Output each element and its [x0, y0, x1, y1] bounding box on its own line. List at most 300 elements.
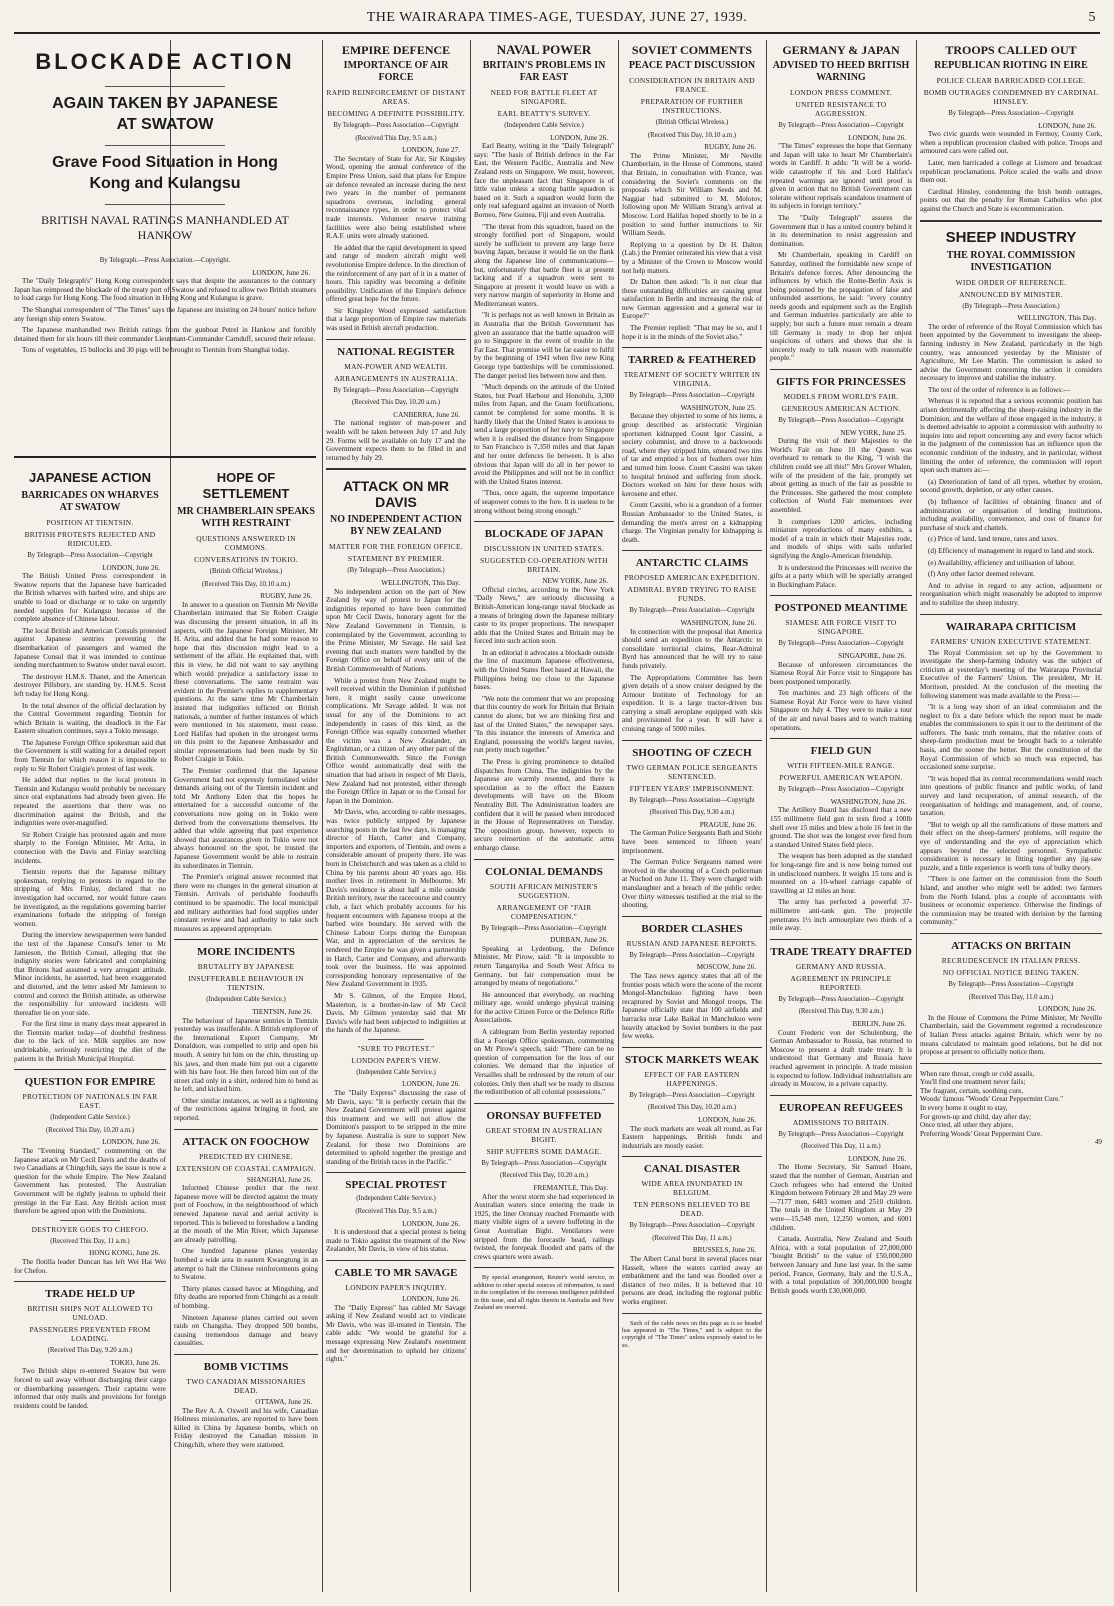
page-number: 5 [1088, 10, 1096, 25]
subhead: SIAMESE AIR FORCE VISIT TO SINGAPORE. [785, 618, 897, 637]
dateline: WELLINGTON, This Day. [381, 579, 460, 587]
paragraph: The Prime Minister, Mr Neville Chamberlain, in the House of Commons, stated that Britain, in consultation with France, was considering the Soviet's comments on the proposals which Sir William Seeds and M. Naggiar had submitted to M. Molotov, following upon Mr William Strang's arrival at Moscow. Lord Halifax hoped shortly to be in a position to send further instructions to Sir William Seeds. [622, 151, 762, 238]
byline: (Independent Cable Service.) [206, 996, 286, 1004]
subhead: REPUBLICAN RIOTING IN EIRE [934, 60, 1088, 71]
dateline: HONG KONG, June 26. [89, 1249, 160, 1258]
received: (Received This Day, 9.30 a.m.) [798, 1008, 884, 1016]
byline: By Telegraph—Press Association—Copyright [629, 392, 755, 400]
subhead: PREPARATION OF FURTHER INSTRUCTIONS. [640, 97, 744, 115]
paragraph: A cablegram from Berlin yesterday reported that a Foreign Office spokesman, commenting on Mr Pirow's speech, said: "There can be no question of compensation for the loss of our colonies. We demand that the injustice of Versailles shall be redressed by the return of our colonies. Only then shall we be ready to discuss the redistribution of all colonial possessions." [474, 1028, 614, 1097]
paragraph: Two British ships re-entered Swatow but were forced to sail away without discharging their cargo or disembarking passengers. Their captains were informed that only mails and provisions for foreign residents could be landed. [14, 1367, 166, 1410]
masthead-title: THE WAIRARAPA TIMES-AGE, TUESDAY, JUNE 27, 1939. [366, 10, 748, 25]
dateline: TIENTSIN, June 26. [252, 1007, 312, 1016]
dateline: LONDON, June 26. [402, 1219, 460, 1228]
subhead: WIDE AREA INUNDATED IN BELGIUM. [641, 1179, 743, 1198]
advert-line: When rare throat, cough or cold assails, [920, 1069, 1035, 1078]
headline-national-register: NATIONAL REGISTER [337, 345, 455, 358]
received: (Received This Day, 9.20 a.m.) [47, 1347, 133, 1355]
headline-troops-called-out: TROOPS CALLED OUT [945, 43, 1077, 57]
paragraph: The text of the order of reference is as follows:— [928, 385, 1071, 394]
dateline: SHANGHAI, June 26. [246, 1175, 312, 1184]
paragraph: "But to weigh up all the ramifications of these matters and their effect on the sheep-farmers' problems, will require the eye of understanding and the eye of appreciation which appears beyond the selected personnel. Sympathetic consideration is necessary in fitting together any jig-saw puzzle, and a little experience is worth tons of bulky theory. [920, 820, 1102, 872]
subhead: ARRANGEMENT OF "FAIR COMPENSATION." [496, 902, 592, 921]
paragraph: The German Police Sergeants named were involved in the shooting of a Czech policeman at Nuchod on June 11. They were charged with manslaughter and a breach of the public order. Over thirty witnesses testified at the trial to the shooting. [622, 858, 762, 910]
subhead: LONDON PAPER'S VIEW. [351, 1055, 441, 1065]
received: (Received This Day, 11 a.m.) [652, 1234, 732, 1242]
received: (Received This Day, 9.5 a.m.) [355, 1208, 437, 1215]
paragraph: The Rev A. A. Oxwell and his wife, Canadian Holiness missionaries, are reported to have been killed in China by Japanese bombs, which on Friday destroyed the Canadian mission in Chingchih, where they were stationed. [174, 1406, 318, 1449]
headline-attack-on-foochow: ATTACK ON FOOCHOW [182, 1135, 310, 1148]
paragraph: He added that the rapid development in speed and range of modern aircraft might well revolutionise Empire defence. In the direction of the reinforcement of any part of it in a matter of hours. This rapidity was becoming a definite possibility. Unification of the Empire's defence offered great hope for the future. [326, 243, 466, 304]
paragraph: "Much depends on the attitude of the United States, but Pearl Harbour and Honolulu, 3,300 miles from Japan, and the Guam fortifications, cannot be completed for some months. It is hardly likely that the United States is anxious to send a large proportion of her navy to Singapore when it is realised the distance from Singapore to San Francisco is 7,350 miles and that Japan and her outer defences lie between. It is also obvious that Japan will do all in her power to avoid the Philippines and will not be in conflict with the United States interest. [474, 383, 614, 486]
paragraph: Replying to a question by Dr H. Dalton (Lab.) the Premier reiterated his view that a visit by a Minister of the Crown to Moscow would not help matters. [622, 240, 762, 275]
paragraph: Tons of vegetables, 15 bullocks and 30 pigs will be brought to Tientsin from Shanghai today. [22, 346, 290, 355]
paragraph: Ten machines and 23 high officers of the Siamese Royal Air Force were to have visited Singapore on July 4. They were to make a tour of the air and naval bases and to watch training operations. [770, 689, 912, 732]
paragraph: (e) Availability, efficiency and utilisation of labour. [928, 558, 1075, 567]
paragraph: (b) Influence of facilities of obtaining finance and of administration or organisation of lending institutions, including availability, convenience, and cost of finance for purchase of stock and chattels. [920, 498, 1102, 532]
paragraph: (a) Deterioration of land of all types, whether by erosion, second growth, depletion, or any other causes. [920, 477, 1102, 495]
paragraph: The Premier replied: "That may be so, and I hope it is in the minds of the Soviet also." [622, 324, 762, 341]
subhead: PASSENGERS PREVENTED FROM LOADING. [29, 1325, 151, 1344]
dateline: LONDON, June 26. [1038, 121, 1096, 130]
headline-trade-treaty-drafted: TRADE TREATY DRAFTED [770, 945, 912, 958]
paragraph: The flotilla leader Duncan has left Wei Hai Wei for Chefoo. [14, 1257, 166, 1275]
paragraph: The stock markets are weak all round, as Far Eastern happenings, British funds and industrials are mostly easier. [622, 1124, 762, 1150]
masthead [14, 6, 1100, 34]
subhead: TREATMENT OF SOCIETY WRITER IN VIRGINIA. [623, 370, 761, 389]
subhead: EARL BEATTY'S SURVEY. [497, 109, 591, 118]
paragraph: The Royal Commission set up by the Government to investigate the sheep-farming industry was the subject of criticism at yesterday's meeting of the Wairarapa Provincial Executive of the Farmers' Union. The president, Mr H. Morrison, presided. At the conclusion of the meeting the following statement was made available to the Press:— [920, 648, 1102, 700]
paragraph: "The Times" expresses the hope that Germany and Japan will take to heart Mr Chamberlain's words in Cardiff. It adds: "It will be a world-wide catastrophe if his and Lord Halifax's repeated warnings are ignored until proof is given in action that no British Government can tolerate without reprisals scandalous treatment of its subjects in foreign territory." [770, 142, 912, 211]
byline: By Telegraph—Press Association—Copyright [778, 1130, 904, 1138]
headline-shooting-of-czech: SHOOTING OF CZECH [632, 746, 752, 759]
paragraph: Cardinal Hinsley, condemning the Irish bomb outrages, points out that the penalty for Roman Catholics who plot against the Church and State is excommunication. [920, 187, 1102, 213]
received: (Received This Day, 11.0 a.m.) [968, 993, 1054, 1001]
advert-number: 49 [1094, 1138, 1102, 1147]
byline: By Telegraph—Press Association—Copyright [481, 1159, 607, 1167]
byline: By Telegraph—Press Association—Copyright [629, 796, 755, 804]
advert-line: In every home it ought to stay, [920, 1104, 1008, 1113]
subhead: WITH FIFTEEN-MILE RANGE. [787, 761, 895, 771]
subhead: RAPID REINFORCEMENT OF DISTANT AREAS. [326, 88, 466, 106]
paragraph: Canada, Australia, New Zealand and South Africa, with a total population of 27,000,000 "bought British" to the value of £50,000,000 between January and June last year. In the same period, France, Germany, Italy and the U.S.A., with a total population of 300,000,000 bought British goods worth £30,000,000. [770, 1235, 912, 1295]
byline: By Telegraph—Press Association—Copyright [778, 995, 904, 1003]
subhead: AGREEMENT IN PRINCIPLE REPORTED. [790, 973, 892, 992]
dateline: LONDON, June 26. [402, 1080, 460, 1089]
subhead: ADVISED TO HEED BRITISH WARNING [772, 60, 910, 83]
paragraph: Earl Beatty, writing in the "Daily Telegraph" says: "The basis of British defence in the Far East, the Western Pacific, Australia and New Zealand rests on Singapore. We must, however, face the unpleasant fact that Singapore is of little value unless a strong battle squadron is based on it. Such a squadron would form the only real safeguard against an invasion of North Borneo, New Guinea, Fiji and even Australia. [474, 142, 614, 219]
paragraph: The weapon has been adopted as the standard for long-range fire and is now being turned out in undisclosed numbers. It weighs 15 tons and is mounted on a 10-wheel carriage capable of travelling at 12 miles an hour. [770, 852, 912, 895]
paragraph: During the interview newspapermen were handed the text of the Japanese Consul's letter to Mr Jamieson, the British Consul, alleging that the indignity stories were fabricated and complaining that Britons had assumed a very arrogant attitude. Minor incidents, he asserted, had been exaggerated and distorted, and the letter asked Mr Jamieson to control and correct the British attitude, as otherwise the responsibility for untoward incidents will thereafter lie on your side. [14, 931, 166, 1017]
headline-canal-disaster: CANAL DISASTER [643, 1163, 741, 1176]
paragraph: (f) Any other factor deemed relevant. [928, 570, 1035, 579]
dateline: LONDON, June 26. [1038, 1005, 1096, 1014]
subhead: EFFECT OF FAR EASTERN HAPPENINGS. [644, 1069, 740, 1088]
subhead: BOMB OUTRAGES CONDEMNED BY CARDINAL HINSLEY. [923, 88, 1099, 106]
paragraph: No independent action on the part of New Zealand by way of protest to Japan for the indignities reported to have been committed upon Mr Cecil Davis, honorary agent for the New Zealand Government in Tientsin, is contemplated by the Government, according to the Prime Minister, Mr Savage. He said last evening that such matters were handled by the Foreign Office on behalf of every unit of the British Commonwealth of Nations. [326, 587, 466, 673]
subhead: TWO CANADIAN MISSIONARIES DEAD. [186, 1376, 306, 1395]
headline-bomb-victims: BOMB VICTIMS [203, 1360, 289, 1373]
paragraph: "The threat from this squadron, based on the strongly fortified port of Singapore, would surely be sufficient to prevent any large force leaving Japan, because it would lie on the flank along the Japanese line of communications—but, unfortunately that battle fleet is at present lacking and if a squadron were sent to Singapore at present it would leave us with a very narrow margin of superiority in Home and Mediterranean waters. [474, 222, 614, 308]
paragraph: Mr Davis, who, according to cable messages, was twice publicly stripped by Japanese searching posts in the last few days, is managing director of Hatch, Carter and Company, importers and exporters, of Tientsin, and owns a considerable amount of property there. He was born in Christchurch and was taken as a child to China by his parents about 40 years ago. His mother lives in retirement in Melbourne. Mr Davis's residence is about half a mile outside British territory, near the racecourse and country club, a fact which probably accounts for his frequent encounters with Japanese troops at the barbed wire boundary. He served with the Chinese Labour Corps during the European War, and in appreciation of the services he rendered the Empire he was given a partnership in Hatch, Carter and Company, and afterwards took over the business. He was appointed corresponding honorary representative of the New Zealand Government in 1935. [326, 808, 466, 989]
paragraph: Nineteen Japanese planes carried out seven raids on Changsha. They dropped 500 bombs, causing tremendous damage and heavy casualties. [174, 1313, 318, 1348]
advert-line: Once tried, all other they abjure, [920, 1121, 1014, 1130]
dateline: SINGAPORE, June 26. [838, 651, 906, 660]
headline-oronsay-buffeted: ORONSAY BUFFETED [486, 1109, 602, 1122]
column-1 [14, 462, 166, 1592]
footnote: Such of the cable news on this page as is so headed has appeared in "The Times," and is subject to the copyright of "The Times" unless expressly stated to be so. [622, 1319, 762, 1349]
subhead: PEACE PACT DISCUSSION [628, 60, 756, 71]
subhead: BRITISH SHIPS NOT ALLOWED TO UNLOAD. [27, 1304, 153, 1323]
subhead: CONSIDERATION IN BRITAIN AND FRANCE. [629, 76, 755, 94]
paragraph: The "Daily Express" discussing the case of Mr Davis, says: "It is perfectly certain that the New Zealand Government will protest against this treatment and we will not allow the Dominion's passport to be stripped in the mire by Japanese. Australia is sure to support New Zealand, for those two Dominions are determined to uphold together the prestige and standing of the British races in the Pacific." [326, 1089, 466, 1166]
advert-line: Woods' famous "Woods' Great Peppermint Cure." [920, 1095, 1064, 1104]
byline: By Telegraph—Press Association—Copyright [629, 1091, 755, 1099]
subhead: FARMERS' UNION EXECUTIVE STATEMENT. [930, 636, 1092, 646]
paragraph: Because of unforeseen circumstances the Siamese Royal Air Force visit to Singapore has been postponed temporarily. [770, 660, 912, 686]
subhead: DISCUSSION IN UNITED STATES. [483, 544, 605, 554]
subhead: MODELS FROM WORLD'S FAIR. [783, 392, 899, 402]
byline: (British Official Wireless.) [209, 568, 283, 575]
dateline: LONDON, June 26. [848, 133, 906, 142]
subhead: GREAT STORM IN AUSTRALIAN BIGHT. [485, 1125, 603, 1144]
byline: By Telegraph.—Press Association.—Copyright. [99, 257, 231, 264]
dateline: BRUSSELS, June 26. [692, 1246, 756, 1255]
paragraph: (c) Price of land, land tenure, rates and taxes. [928, 535, 1058, 544]
headline-hope-of-settlement: HOPE OF SETTLEMENT [202, 470, 290, 501]
byline: By Telegraph—Press Association—Copyright [948, 980, 1074, 988]
paragraph: He added that replies to the local protests in Tientsin and Kulangsu would probably be necessary since oral explanations had already been given. He repeated the assertions that there was no discrimination against the British, and the indignities were over-magnified. [14, 776, 166, 828]
paragraph: "It is perhaps not as well known in Britain as in Australia that the British Government has given an assurance that the battle squadron will go to Singapore in the event of trouble in the Far East. That promise will be far easier to fulfil by the beginning of 1941 when five new King George type battleships will be commissioned. The danger period lies between now and then. [474, 311, 614, 380]
paragraph: The national register of man-power and wealth will be taken between July 17 and July 29. Forms will be available on July 17 and the Government expects them to be filled in and returned by July 29. [326, 419, 466, 462]
byline: (British Official Wireless.) [655, 119, 729, 126]
paragraph: (d) Efficiency of management in regard to land and stock. [928, 546, 1095, 555]
dateline: WASHINGTON, June 25. [680, 403, 756, 412]
byline: (Independent Cable Service.) [356, 1195, 436, 1203]
paragraph: "There is one farmer on the commission from the South Island, and another who might well be added: two farmers from the North Island, plus a couple of accountants with business or economic experience. Otherwise the findings of the commission may be treated with derision by the farming community." [920, 875, 1102, 927]
paragraph: After the worst storm she had experienced in Australian waters since entering the trade in 1925, the liner Oronsay reached Fremantle with many visible signs of a severe buffeting in the Great Australian Bight. Ventilators were stripped from the forecastle head, railings twisted, the forepeak flooded and parts of the crews quarters were awash. [474, 1192, 614, 1261]
paragraph: The destroyer H.M.S. Thanet, and the American destroyer Pillsbury, are standing by. H.M.S. Scout left today for Hong Kong. [14, 672, 166, 698]
paragraph: While a protest from New Zealand might be well received within the Dominion if published here, it might easily cause unwelcome complications. Mr Savage added. It was not usual for any of the Dominions to act independently in cases of this kind, as the Foreign Office was equally concerned whether the victim was a New Zealander, an Englishman, or a citizen of any other part of the British Commonwealth. Since the Foreign Office would automatically deal with the situation that had arisen in respect of Mr Davis, New Zealand had not protested, either through the Foreign Office in Japan or to the Consul for Japan in the Dominion. [326, 676, 466, 805]
subhead: NEED FOR BATTLE FLEET AT SINGAPORE. [490, 88, 598, 106]
subhead: WIDE ORDER OF REFERENCE. [955, 277, 1067, 287]
dateline: CANBERRA, June 26. [393, 410, 460, 419]
dateline: OTTAWA, June 26. [255, 1397, 312, 1406]
subhead: POWERFUL AMERICAN WEAPON. [779, 773, 903, 783]
paragraph: It comprises 1200 articles, including miniature reproductions of many exhibits, a model of a train in which their Majesties rode, and models of ships with sails unfurled signifying the Anglo-American friendship. [770, 517, 912, 560]
byline: By Telegraph—Press Association—Copyright [778, 122, 904, 129]
byline: By Telegraph—Press Association—Copyright [629, 1222, 755, 1230]
paragraph: Two civic guards were wounded in Fermoy, County Cork, when a republican procession clashed with police. Troops and armoured cars were called out. [920, 130, 1102, 156]
paragraph: The German Police Sergeants Bath and Stiehr have been sentenced to fifteen years' imprisonment. [622, 829, 762, 855]
dateline: RUGBY, June 26. [260, 592, 312, 601]
subhead: NO INDEPENDENT ACTION BY NEW ZEALAND [329, 514, 463, 538]
paragraph: "It is a long way short of an ideal commission and the neglect to fix a date before which the report must be made enables the commissioners to spin it out to the detriment of the sufferers. The basic truth remains, that the relative costs of sheep-farm production must be brought back to a tolerable basis, and the sooner the better. But the constitution of the Royal Commission of which so much was expected, has occasioned some surprise. [920, 703, 1102, 772]
dateline: TOKIO, June 26. [110, 1358, 160, 1367]
subhead: UNITED RESISTANCE TO AGGRESSION. [795, 100, 887, 118]
subhead: NO OFFICIAL NOTICE BEING TAKEN. [942, 967, 1080, 977]
subhead: GENEROUS AMERICAN ACTION. [781, 404, 901, 414]
received: (Received This Day, 11 a.m.) [801, 1143, 881, 1151]
subhead: LONDON PRESS COMMENT. [789, 88, 893, 97]
column-7 [920, 40, 1102, 1592]
headline-attack-on-mr-davis: ATTACK ON MR DAVIS [342, 478, 450, 511]
dateline: LONDON, June 26. [252, 268, 310, 277]
paragraph: Speaking at Lydenburg, the Defence Minister, Mr Pirow, said: "It is impossible to return Tanganyika and South West Africa to Germany, but fair compensation must be arranged by means of negotiations." [474, 944, 614, 988]
paragraph: The Press is giving prominence to detailed dispatches from China. The indignities by the Japanese are warmly resented, and there is speculation as to the effect the Eastern developments will have on the Bloom Neutrality Bill. The Administration leaders are confident that it will be passed when introduced in the House of Representatives on Tuesday. The opposition group, however, expects to secure reinsertion of the automatic arms embargo clause. [474, 758, 614, 852]
subhead: BARRICADES ON WHARVES AT SWATOW [21, 490, 159, 513]
dateline: LONDON, June 27. [402, 146, 460, 155]
paragraph: The Premier's original answer recounted that there were no changes in the general situation at Tientsin. Arrivals of perishable foodstuffs continued to be spasmodic. The local municipal and military authorities had food supplies under constant review and had authority to take such measures as appeared appropriate. [174, 873, 318, 933]
paragraph: Tientsin reports that the Japanese military spokesman, replying to protests in regard to the stripping of Mrs Finlay, declared that no investigation had occurred, nor would future cases be investigated, as the regulations governing barrier examinations forbade the stripping of foreign women. [14, 868, 166, 928]
headline-blockade-action: BLOCKADE ACTION [35, 49, 295, 74]
headline-japanese-action: JAPANESE ACTION [28, 470, 152, 485]
subhead: POLICE CLEAR BARRICADED COLLEGE. [936, 76, 1086, 85]
paragraph: The army has perfected a powerful 37-millimetre anti-tank gun. The projectile penetrates 1½ inch armourplate two thirds of a mile away. [770, 898, 912, 933]
headline-field-gun: FIELD GUN [810, 745, 872, 758]
headline-trade-held-up: TRADE HELD UP [45, 1288, 135, 1301]
headline-germany-japan: GERMANY & JAPAN [782, 43, 900, 57]
subhead-food-situation: Grave Food Situation in Hong Kong and Kulangsu [52, 154, 278, 192]
subhead: SOUTH AFRICAN MINISTER'S SUGGESTION. [490, 881, 598, 900]
column-rule [322, 40, 323, 1592]
headline-border-clashes: BORDER CLASHES [641, 922, 743, 935]
subhead: BRUTALITY BY JAPANESE [197, 962, 295, 972]
advertisement [920, 1070, 1102, 1147]
byline: (Independent Cable Service.) [356, 1068, 436, 1076]
subhead: IMPORTANCE OF AIR FORCE [343, 60, 449, 83]
paragraph: The Shanghai correspondent of "The Times" says the Japanese are insisting on 24 hours' notice before any foreign ship enters Swatow. [14, 305, 316, 323]
headline-cable-to-mr-savage: CABLE TO MR SAVAGE [334, 1266, 458, 1279]
subhead: PREDICTED BY CHINESE. [199, 1151, 293, 1161]
paragraph: Official circles, according to the New York "Daily News," are seriously discussing a British-American long-range naval blockade as a means of bringing down the Japanese military caste to its proper proportions. The newspaper adds that the United States and Britain may be forced into such action soon. [474, 585, 614, 646]
byline: By Telegraph—Press Association—Copyright [481, 924, 607, 932]
dateline: NEW YORK, June 26. [542, 577, 608, 586]
received: (Received This Day, 10.10 a.m.) [201, 580, 291, 588]
dateline: DURBAN, June 26. [550, 936, 608, 945]
paragraph: Other similar instances, as well as a tightening of the restrictions against bringing in food, are reported. [174, 1096, 318, 1123]
dateline: LONDON, June 26. [848, 1154, 906, 1163]
dateline: NEW YORK, June 25. [840, 428, 906, 437]
paragraph: The Artillery Board has disclosed that a new 155 millimetre field gun in tests fired a 100lb shell over 15 miles and blew a hole 16 feet in the ground. The shot was the longest ever fired from a standard United States field piece. [770, 806, 912, 849]
received: (Received This Day, 11 a.m.) [50, 1237, 130, 1245]
paragraph: The Appropriations Committee has been given details of a snow cruiser designed by the Armour Institute of Technology for an expedition. It is a large tractor-driven bus carrying a small aeroplane equipped with skis and provisioned for a year. It will have a cruising range of 5000 miles. [622, 673, 762, 734]
subhead: BECOMING A DEFINITE POSSIBILITY. [327, 109, 465, 118]
paragraph: One hundred Japanese planes yesterday bombed a wide area in eastern Kwangtung in an attempt to halt the Chinese reinforcements going to Swatow. [174, 1247, 318, 1282]
received: (Received This Day, 10.20 a.m.) [499, 1172, 589, 1180]
headline-gifts-for-princesses: GIFTS FOR PRINCESSES [776, 376, 906, 389]
byline: By Telegraph—Press Association—Copyright [333, 386, 459, 394]
dateline: LONDON, June 26. [698, 1115, 756, 1124]
byline: (Independent Cable Service.) [504, 122, 584, 129]
subhead: RECRUDESCENCE IN ITALIAN PRESS. [941, 955, 1081, 965]
byline: By Telegraph—Press Association—Copyright [948, 110, 1074, 117]
headline-wairarapa-criticism: WAIRARAPA CRITICISM [945, 620, 1077, 633]
headline-stock-markets-weak: STOCK MARKETS WEAK [624, 1053, 760, 1066]
paragraph: In the House of Commons the Prime Minister, Mr Neville Chamberlain, said the Government regretted a recrudescence of Italian Press attacks against Britain, which were by no means calculated to maintain good relations, but he did not propose at present to officially notice them. [920, 1013, 1102, 1057]
subhead: ANNOUNCED BY MINISTER. [959, 289, 1063, 299]
subhead: PROPOSED AMERICAN EXPEDITION. [624, 573, 760, 583]
subhead: SHIP SUFFERS SOME DAMAGE. [486, 1146, 602, 1156]
subhead-swatow: AGAIN TAKEN BY JAPANESE AT SWATOW [52, 95, 278, 133]
dateline: LONDON, June 26. [402, 1294, 460, 1303]
subhead: FIFTEEN YEARS' IMPRISONMENT. [629, 783, 755, 793]
subhead-naval-ratings: BRITISH NAVAL RATINGS MANHANDLED AT HANKOW [41, 213, 289, 242]
dateline: WASHINGTON, June 26. [680, 618, 756, 627]
subhead: BRITAIN'S PROBLEMS IN FAR EAST [482, 60, 606, 83]
dateline: FREMANTLE, This Day. [533, 1184, 608, 1192]
received: (Received This Day, 10.20 a.m.) [45, 1126, 135, 1134]
paragraph: Mr S. Gilmon, of the Empire Hotel, Masterton, is a brother-in-law of Mr Cecil Davis. Mr Gilmon yesterday said that Mr Davis's wife had been subjected to indignities at the hands of the Japanese. [326, 991, 466, 1035]
column-3 [326, 40, 466, 1592]
paragraph: The "Daily Telegraph" assures the Government that it has a united country behind it in its determination to resist aggression and domination. [770, 213, 912, 248]
paragraph: The Japanese Foreign Office spokesman said that the Government is still waiting for a detailed report from Tientsin for which reason it is impossible to reply to Sir Robert Craigie's protest of last week. [14, 738, 166, 773]
paragraph: Sir Kingsley Wood expressed satisfaction that a large proportion of Empire raw materials was used in British aircraft production. [326, 306, 466, 333]
paragraph: Thirty planes caused havoc at Mingshing, and fifty deaths are reported from Chingchi as a result of bombing. [174, 1284, 318, 1310]
footnote: By special arrangement, Reuter's world service, in addition to other special sources of information, is used in the compilation of the overseas intelligence published in this issue, and all rights therein in Australia and New Zealand are reserved. [474, 1274, 614, 1311]
column-6 [770, 40, 912, 1592]
headline-blockade-of-japan: BLOCKADE OF JAPAN [484, 528, 604, 541]
column-5 [622, 40, 762, 1592]
paragraph: Because they objected to some of his items, a group described as aristocratic Virginian sportsmen kidnapped Count Igor Cassini, a society columnist, and drove to a backwoods road, where they stripped him, smeared two tins of tar and emptied a box of feathers over him and turned him loose. Count Cassini was taken to hospital bruised and suffering from shock. Doctors worked on him for three hours with kerosene and ether. [622, 412, 762, 498]
byline: By Telegraph—Press Association—Copyright [629, 607, 755, 615]
subhead: TWO GERMAN POLICE SERGEANTS SENTENCED. [626, 762, 758, 781]
paragraph: Mr Chamberlain, speaking in Cardiff on Saturday, outlined the formidable new scope of Britain's defence forces. After denouncing the influences by which the Rome-Berlin Axis is being poisoned by the propagation of false and unfounded assertions, he said: "every country needs goods and equipment such as the English and German industries particularly are able to supply; but such a future must remain a dream till Germany is ready to drop her unjust suspicions of others and shows that she is sincerely ready to talk reason with reasonable people." [770, 251, 912, 363]
paragraph: Whereas it is reported that a serious economic position has arisen detrimentally affecting the sheep-raising industry in the Dominion, and the welfare of those engaged in the industry, it is deemed advisable to appoint a commission with authority to inquire into and report concerning any and every factor which in the judgment of the commission has an influence upon the economic condition of the industry, and in particular, without limiting the order of reference, the commission will report upon such matters as:— [920, 397, 1102, 475]
subhead: INSUFFERABLE BEHAVIOUR IN TIENTSIN. [188, 974, 304, 993]
headline-more-incidents: MORE INCIDENTS [196, 946, 296, 959]
received: (Received This Day, 9.30 a.m.) [649, 809, 735, 817]
paragraph: "We note the comment that we are proposing that this country do work for Britain that Britain cannot do alone, but we are thinking first and last of the United States," the newspaper says. "In this instance the interests of America and England, possessing the world's largest navies, run pretty much together." [474, 694, 614, 755]
subhead: ARRANGEMENTS IN AUSTRALIA. [334, 373, 458, 383]
byline: By Telegraph—Press Association—Copyright [27, 552, 153, 559]
headline-antarctic-claims: ANTARCTIC CLAIMS [635, 557, 749, 570]
subhead: SUGGESTED CO-OPERATION WITH BRITAIN. [480, 556, 608, 575]
paragraph: The behaviour of Japanese sentries in Tientsin yesterday was insufferable. A British employee of the International Export Company, Mr Donaldson, was compelled to strip and open his mouth. A sentry hit him on the chin, thrusting up his jaws, and then made him put out a cigarette with his bare foot. He then forced him out of the street clad only in a shirt, ordered him to bend as he left, and kicked him. [174, 1016, 318, 1094]
paragraph: The order of reference of the Royal Commission which has been appointed by the Government to investigate the sheep-farming industry in New Zealand, particularly in the high country, was announced yesterday by the Minister of Agriculture, Mr Lee Martin. The commission is asked to advise the Government concerning the action it considers necessary to improve and stabilise the industry. [920, 322, 1102, 383]
subhead: LONDON PAPER'S INQUIRY. [345, 1282, 447, 1292]
paragraph: It is understood the Princesses will receive the gifts at a party which will be specially arranged in Buckingham Palace. [770, 563, 912, 589]
paragraph: In an editorial it advocates a blockade outside the line of maximum Japanese effectiveness, with the United States fleet based at Hawaii, the Philippines being too close to the Japanese bases. [474, 648, 614, 692]
paragraph: The Japanese manhandled two British ratings from the gunboat Petrel in Hankow and forcibly detained them for six hours till their commander Lieutenant-Commander Carnduff, secured their release. [14, 326, 316, 343]
subhead: PROTECTION OF NATIONALS IN FAR EAST. [22, 1092, 158, 1111]
subhead: MR CHAMBERLAIN SPEAKS WITH RESTRAINT [177, 506, 315, 529]
column-rule [618, 40, 619, 1592]
paragraph: The local British and American Consuls protested against Japanese sentries preventing the disembarkation of passengers and warned the Japanese Consul that it was intended to continue sending merchantmen to Swatow under naval escort. [14, 626, 166, 670]
advert-line: Preferring Woods' Great Peppermint Cure. [920, 1129, 1043, 1138]
column-2 [174, 462, 318, 1592]
paragraph: Dr Dalton then asked: "Is it not clear that these outstanding difficulties are causing great satisfaction in Berlin and increasing the risk of new German aggression and a general war in Europe?" [622, 278, 762, 321]
dateline: LONDON, June 26. [102, 1138, 160, 1147]
dateline: LONDON, June 26. [550, 133, 608, 142]
paragraph: Informed Chinese predict that the next Japanese move will be directed against the treaty port of Foochow, in the neighbourhood of which renewed Japanese naval and aerial activity is reported. This is believed to foreshadow a landing at the mouth of the Min River, which Japanese are already patrolling. [174, 1184, 318, 1244]
headline-question-for-empire: QUESTION FOR EMPIRE [24, 1076, 156, 1089]
byline: By Telegraph—Press Association—Copyright [778, 640, 904, 648]
byline: (By Telegraph—Press Association.) [347, 567, 445, 575]
headline-postponed-meantime: POSTPONED MEANTIME [774, 602, 908, 615]
advert-line: For grown-up and child, day after day; [920, 1112, 1032, 1121]
dateline: WASHINGTON, June 26. [830, 797, 906, 806]
headline-special-protest: SPECIAL PROTEST [345, 1179, 447, 1192]
paragraph: Count Cassini, who is a grandson of a former Russian Ambassador to the United States, is demanding the men's arrest on a kidnapping charge. The Virginian penalty for kidnapping is death. [622, 501, 762, 544]
headline-soviet-comments: SOVIET COMMENTS [631, 43, 753, 57]
paragraph: Later, men barricaded a college at Lismore and broadcast republican proclamations. Police scaled the walls and drove them out. [920, 158, 1102, 185]
byline: By Telegraph—Press Association—Copyright [333, 122, 459, 129]
paragraph: The Tass news agency states that all of the frontier posts which were the scene of the recent Mongol-Manchukuo fighting have been recaptured by Soviet and Mongol troops. The Japanese officially state that 100 airfields and barracks near Lake Baikal in Manchukuo were heavily attacked by Soviet bombers in the past few weeks. [622, 971, 762, 1041]
headline-naval-power: NAVAL POWER [496, 42, 592, 57]
subhead: THE ROYAL COMMISSION INVESTIGATION [946, 249, 1076, 273]
paragraph: In answer to a question on Tientsin Mr Neville Chamberlain intimated that Sir Robert Craigie was discussing the present situation, in all its aspects, with the Japanese Foreign Minister, Mr H. Arita, and added that he had some reason to hope that this discussion might lead to a settlement of the affair. He explained that, with this in view, he did not want to say anything which would prejudice a satisfactory issue to these conversations. The same restraint was evident in the Premier's replies to supplementary questions. At the same time Mr Chamberlain insisted that indignities inflicted on British nationals, a number of further instances of which were mentioned in his statement, must cease. Lord Halifax had spoken in the strongest terms on this point to the Japanese Ambassador and similar representations had been made by Sir Robert Craigie in Tokio. [174, 600, 318, 764]
headline-sheep-industry: SHEEP INDUSTRY [945, 228, 1077, 246]
dateline: LONDON, June 26. [102, 563, 160, 572]
subhead: "SURE TO PROTEST." [357, 1043, 435, 1053]
column-rule [916, 40, 917, 1592]
paragraph: For the first time in many days meat appeared in the Tientsin market today—of doubtful freshness due to the lack of ice. Milk supplies are now undrinkable, seriously restricting the diet of the patients in the British Municipal Hospital. [14, 1020, 166, 1063]
dateline: MOSCOW, June 26. [696, 963, 756, 972]
subhead: ADMIRAL BYRD TRYING TO RAISE FUNDS. [627, 585, 757, 604]
paragraph: The "Daily Express" has cabled Mr Savage asking if New Zealand would act to vindicate Mr Davis, who was ill-treated in Tientsin. The cable adds: "We would be grateful for a message expressing New Zealand's resentment and her determination to uphold her citizens' rights." [326, 1303, 466, 1364]
paragraph: The Premier confirmed that the Japanese Government had not expressly formulated wider demands arising out of the Tientsin incident and told Mr Anthony Eden that the hopes he entertained for a successful outcome of the conversations now going on in Tokio were derived from the conversations themselves. He added that while agreeing that past experience showed that assurances given in Tokio were not always honoured on the spot, he trusted the Japanese Government would be able to restrain its subordinates in Tientsin. [174, 767, 318, 870]
subhead: ADMISSIONS TO BRITAIN. [792, 1117, 890, 1127]
paragraph: The "Daily Telegraph's" Hong Kong correspondent says that despite the assurances to the contrary Japan has reimposed the blockade of the treaty port of Swatow and refused to allow two British steamers to load cargo for Hong Kong. The food situation in Hong Kong and Kulangsu is grave. [14, 277, 316, 303]
paragraph: "Thus, once again, the supreme importance of seapower comes to the fore. It is useless to be strong without being strong enough." [474, 489, 614, 515]
paragraph: He announced that everybody, on reaching military age, would undergo physical training for the active Citizen Force or the Defence Rifle Associations. [474, 990, 614, 1025]
paragraph: The Home Secretary, Sir Samuel Hoare, stated that the number of German, Austrian and Czech refugees who had entered the United Kingdom between February 28 and May 29 were—7177 men, 6483 women and 2510 children. The totals in the United Kingdom at May 29 were—15,548 men, 12,250 women, and 6001 children. [770, 1163, 912, 1232]
received: (Received This Day, 10.20 a.m.) [647, 1104, 737, 1112]
byline: (Independent Cable Service.) [50, 1114, 130, 1122]
subhead: POSITION AT TIENTSIN. [46, 518, 134, 527]
headline-colonial-demands: COLONIAL DEMANDS [485, 865, 603, 878]
subhead: DESTROYER GOES TO CHEFOO. [31, 1224, 149, 1234]
dateline: RUGBY, June 26. [704, 143, 756, 152]
headline-attacks-on-britain: ATTACKS ON BRITAIN [951, 939, 1071, 952]
received: (Received This Day, 9.5 a.m.) [355, 134, 437, 142]
subhead: QUESTIONS ANSWERED IN COMMONS. [196, 534, 296, 552]
headline-european-refugees: EUROPEAN REFUGEES [779, 1101, 903, 1114]
paragraph: It is understood that a special protest is being made to Tokio against the treatment of the New Zealander, Mr Davis, in view of his status. [326, 1228, 466, 1254]
paragraph: Count Frederic von der Schulenburg, the German Ambassador to Russia, has returned to Moscow to present a draft trade treaty. It is understood that Germany and Russia have reached agreement in principle. A trade mission is expected to follow. Individual industrialists are already in Moscow, in a private capacity. [770, 1028, 912, 1089]
subhead: EXTENSION OF COASTAL CAMPAIGN. [176, 1163, 316, 1173]
paragraph: The "Evening Standard," commenting on the Japanese attack on Mr Cecil Davis and the deaths of two Canadians at Chingchih, says the issue is now a question for the whole Empire. The New Zealand Government has protested. The Australian Government will be rightly jealous to uphold their prestige in the Far East. Any British action must therefore be agreed upon with the Dominions. [14, 1147, 166, 1216]
paragraph: The Albert Canal burst in several places near Hasselt, where the waters carried away an embankment and the land was flooded over a distance of two miles. It is believed that 10 persons are dead, including the regional public works engineer. [622, 1255, 762, 1307]
column-rule [766, 40, 767, 1592]
byline: By Telegraph—Press Association—Copyright [778, 417, 904, 425]
advert-line: The fragrant, certain, soothing cure, [920, 1086, 1024, 1095]
column-4 [474, 40, 614, 1592]
received: (Received This Day, 10.10 a.m.) [647, 131, 737, 139]
subhead: GERMANY AND RUSSIA. [795, 961, 887, 971]
column-rule [470, 40, 471, 1592]
dateline: WELLINGTON, This Day. [1017, 314, 1096, 323]
paragraph: In the total absence of the official declaration by the Central Government regarding Tientsin for which Britain is waiting, the deadlock in the Far Eastern situation continues, says a Tokio message. [14, 701, 166, 736]
byline: By Telegraph—Press Association—Copyright [778, 786, 904, 794]
paragraph: The Secretary of State for Air, Sir Kingsley Wood, opening the annual conference of the Empire Press Union, said that plans for Empire air defence revealed an increase during the next two years in the number of permanent squadrons overseas, including general reconnaissance types, in order to protect vital trade interests. Volunteer reserve training facilities were also being established where R.A.F. units were already stationed. [326, 154, 466, 241]
received: (Received This Day, 10.20 a.m.) [351, 399, 441, 407]
subhead: CONVERSATIONS IN TOKIO. [194, 555, 298, 564]
paragraph: The British United Press correspondent in Swatow reports that the Japanese have barricaded the British wharves with barbed wire, and ships are unable to load or discharge or to take on urgently needed supplies for Kulangsu because of the complete absence of Chinese labour. [14, 572, 166, 624]
lead-story [14, 40, 316, 450]
dateline: BERLIN, June 26. [852, 1019, 906, 1028]
headline-tarred-feathered: TARRED & FEATHERED [628, 354, 756, 367]
advert-line: You'll find one treatment never fails; [920, 1078, 1026, 1087]
subhead: TEN PERSONS BELIEVED TO BE DEAD. [633, 1200, 751, 1219]
dateline: PRAGUE, June 26. [699, 820, 756, 829]
byline: By Telegraph—Press Association—Copyright [629, 951, 755, 959]
subhead: STATEMENT BY PREMIER. [347, 554, 445, 564]
headline-empire-defence: EMPIRE DEFENCE [341, 43, 451, 57]
paragraph: "It was hoped that its central recommendations would reach into questions of public finance and public works, of land survey and land recuperation, of animal research, of the reorganisation of holdings and management, and, of course, taxation. [920, 774, 1102, 818]
paragraph: During the visit of their Majesties to the World's Fair on June 10 the Queen was overheard to remark to the King, "I wish the children could see all this!" Mrs Grover Whalen, wife of the president of the fair, promptly set about getting as much of the fair as possible to the Princesses. She gathered the most complete collection of World Fair mementoes ever assembled. [770, 437, 912, 514]
